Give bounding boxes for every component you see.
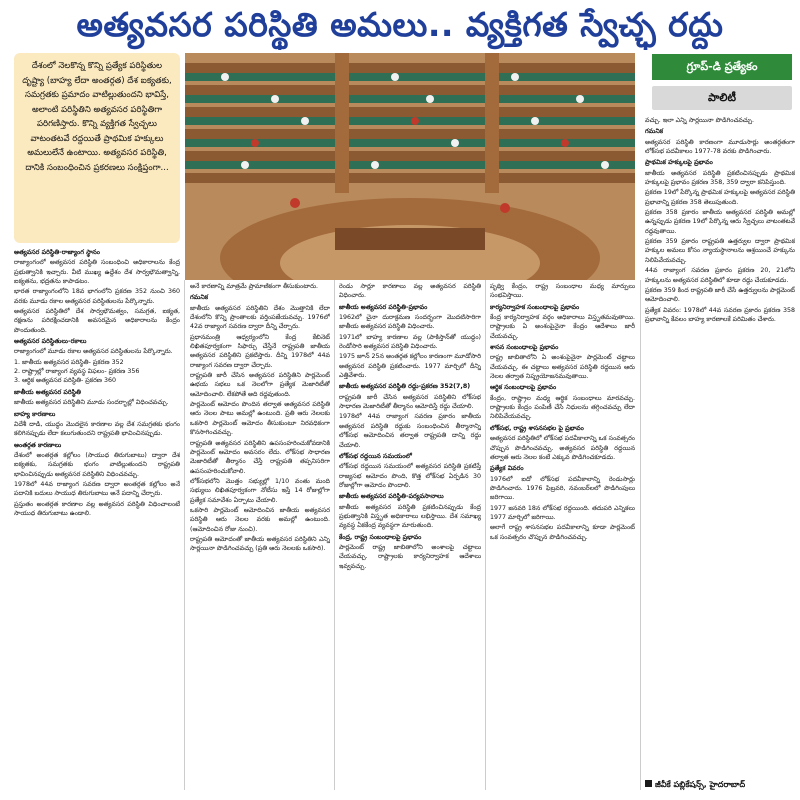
col4-heading-5: ప్రత్యేక వివరం: [490, 465, 524, 473]
col4-heading-4: లోక్‌సభ, రాష్ట్ర శాసనసభల పై ప్రభావం: [490, 424, 584, 432]
col1-list-item: 2. రాష్ట్రాల్లో రాజ్యాంగ వ్యవస్థ విఫలం- ప్రకరణ 356: [14, 368, 140, 376]
col2-para: రాష్ట్రపతి జారీ చేసిన అత్యవసర పరిస్థితిని పార్లమెంట్ ఉభయ సభలు ఒక నెలలోగా ప్రత్యేక మెజారిటీతో ఆమోదించాలి. లేకపోతే అది రద్దవుతుంది.: [190, 372, 330, 398]
col5-para: ప్రకరణ 19లో పేర్కొన్న ప్రాథమిక హక్కులపై అత్యవసర పరిస్థితి ప్రభావాన్ని ప్రకరణ 358 తెలుపుతుంది.: [645, 189, 795, 206]
col1-para: విదేశీ దాడి, యుద్ధం మొదలైన కారణాల వల్ల దేశ సమగ్రతకు భంగం కలిగినప్పుడు లేదా కలుగుతుందని రాష్ట్రపతి భావించినప్పుడు.: [14, 420, 180, 438]
col4-para: అత్యవసర పరిస్థితిలో లోక్‌సభ పదవీకాలాన్ని ఒక సంవత్సరం చొప్పున పొడిగించవచ్చు. అత్యవసర పరిస్థితి రద్దయిన తర్వాత ఆరు నెలల కంటే ఎక్కువ పొడిగించకూడదు.: [490, 435, 635, 461]
col3-para: 1962లో చైనా దురాక్రమణ సందర్భంగా మొదటిసారిగా జాతీయ అత్యవసర పరిస్థితి విధించారు.: [339, 314, 481, 331]
col1-list-item: 1. జాతీయ అత్యవసర పరిస్థితి- ప్రకరణ 352: [14, 358, 124, 366]
col2-para: అనే కారణాన్ని మాత్రమే ప్రామాణికంగా తీసుకుంటారు.: [190, 283, 319, 290]
col2-para: జాతీయ అత్యవసర పరిస్థితిని దేశం మొత్తానికి లేదా దేశంలోని కొన్ని ప్రాంతాలకు వర్తింపజేయవచ్చు. 1976లో 42వ రాజ్యాంగ సవరణ ద్వారా దీన్ని చేర్చారు.: [190, 304, 330, 331]
col4-heading-2: శాసన సంబంధాలపై ప్రభావం: [490, 344, 559, 352]
col1-para: భారత రాజ్యాంగంలోని 18వ భాగంలోని ప్రకరణ 352 నుంచి 360 వరకు మూడు రకాల అత్యవసర పరిస్థితులను పేర్కొన్నారు.: [14, 288, 180, 305]
col2-para: రాష్ట్రపతి అత్యవసర పరిస్థితిని ఉపసంహరించుకోవడానికి పార్లమెంట్ ఆమోదం అవసరం లేదు. లోక్‌సభ సాధారణ మెజారిటీతో తీర్మానం చేస్తే రాష్ట్రపతి తప్పనిసరిగా ఉపసంహరించుకోవాలి.: [190, 439, 330, 475]
col5-para: ప్రకరణ 358 ప్రకారం జాతీయ అత్యవసర పరిస్థితి అమల్లో ఉన్నప్పుడు ప్రకరణ 19లో పేర్కొన్న ఆరు స్వేచ్ఛలు వాటంతటవే రద్దవుతాయి.: [645, 209, 795, 235]
column-4: [490, 282, 635, 792]
column-2: [190, 282, 330, 792]
col4-para: పృథ్వి కేంద్రం, రాష్ట్ర సంబంధాల మధ్య మార్పులు సంభవిస్తాయి.: [490, 283, 635, 300]
byline: [645, 777, 795, 792]
col5-para: వచ్చు. ఇలా ఎన్ని సార్లయినా పొడిగించవచ్చు.: [645, 117, 755, 124]
col5-para: ప్రత్యేక వివరం: 1978లో 44వ సవరణ ప్రకారం ప్రకరణ 358 ప్రభావాన్ని కేవలం బాహ్య కారణాలకే పరిమితం చేశారు.: [645, 306, 795, 323]
col4-para: 1976లో ఐదో లోక్‌సభ పదవీకాలాన్ని రెండుసార్లు పొడిగించారు. 1976 ఫిబ్రవరి, నవంబర్‌లలో పొడిగింపులు జరిగాయి.: [490, 475, 635, 502]
col3-heading-2: జాతీయ అత్యవసర పరిస్థితి రద్దు-ప్రకరణ 352(7,8): [339, 383, 471, 391]
col4-para: కేంద్ర కార్యనిర్వాహక వర్గం అధికారాలు విస్తృతమవుతాయి. రాష్ట్రాలకు ఏ అంశంపైనైనా కేంద్రం ఆదేశాలు జారీ చేయవచ్చు.: [490, 314, 635, 340]
col2-para: రాష్ట్రపతి ఆమోదంతో జాతీయ అత్యవసర పరిస్థితిని ఎన్ని సార్లయినా పొడిగించవచ్చు (ప్రతి ఆరు నెలలకు ఒకసారి).: [190, 535, 330, 553]
parliament-photo-illustration: [185, 53, 635, 280]
tag-box: [652, 54, 792, 110]
col3-para: 1971లో బాహ్య కారణాల వల్ల (పాకిస్తాన్‌తో యుద్ధం) రెండోసారి అత్యవసర పరిస్థితి విధించారు.: [339, 333, 481, 351]
col5-para: ప్రకరణ 359 ప్రకారం రాష్ట్రపతి ఉత్తర్వుల ద్వారా ప్రాథమిక హక్కుల అమలు కోసం న్యాయస్థానాలను ఆశ్రయించే హక్కును నిలిపివేయవచ్చు.: [645, 238, 795, 264]
col2-heading-1: గమనిక: [190, 294, 209, 302]
col3-para: రాష్ట్రపతి జారీ చేసిన అత్యవసర పరిస్థితిని లోక్‌సభ సాధారణ మెజారిటీతో తీర్మానం ఆమోదిస్తే రద్దు చేయాలి.: [339, 393, 481, 411]
col3-heading-4: జాతీయ అత్యవసర పరిస్థితి-పర్యవసానాలు: [339, 493, 444, 501]
column-5: [645, 116, 795, 774]
col2-para: లోక్‌సభలోని మొత్తం సభ్యుల్లో 1/10 వంతు మంది సభ్యులు లిఖితపూర్వకంగా నోటీసు ఇస్తే 14 రోజుల్లోగా ప్రత్యేక సమావేశం ఏర్పాటు చేయాలి.: [190, 477, 330, 504]
col1-heading-5: అంతర్గత కారణాలు: [14, 441, 62, 449]
col1-heading-4: బాహ్య కారణాలు: [14, 410, 56, 418]
col1-heading-2: అత్యవసర పరిస్థితులు-రకాలు: [14, 338, 87, 346]
column-divider: [334, 280, 335, 790]
intro-text: దేశంలో నెలకొన్న కొన్ని ప్రత్యేక పరిస్థితుల దృష్ట్యా (బాహ్య లేదా అంతర్గత) దేశ ఐక్యతకు, సమగ్రతకు ప్రమాదం వాటిల్లుతుందని భావిస్తే, అలాంటి పరిస్థితిని అత్యవసర పరిస్థితిగా పరిగణిస్తారు. కొన్ని వ్యక్తిగత స్వేచ్ఛలు వాటంతటవే రద్దయితే ప్రాథమిక హక్కులు అమలులేనే ఉంటాయి. అత్యవసర పరిస్థితి, దానికి సంబంధించిన ప్రకరణలు సంక్షిప్తంగా...: [22, 61, 172, 173]
headline: అత్యవసర పరిస్థితి అమలు.. వ్యక్తిగత స్వేచ్ఛ రద్దు: [76, 5, 724, 44]
col3-heading-1: జాతీయ అత్యవసర పరిస్థితి-ప్రభావం: [339, 303, 428, 311]
col1-heading-3: జాతీయ అత్యవసర పరిస్థితి: [14, 388, 81, 396]
column-divider: [184, 280, 185, 790]
parliament-photo: [185, 53, 635, 280]
col5-para: జాతీయ అత్యవసర పరిస్థితి ప్రకటించినప్పుడు ప్రాథమిక హక్కులపై ప్రభావం ప్రకరణ 358, 359 ద్వారా కనిపిస్తుంది.: [645, 169, 795, 187]
column-divider: [485, 280, 486, 790]
col4-para: రాష్ట్ర జాబితాలోని ఏ అంశంపైనైనా పార్లమెంట్ చట్టాలు చేయవచ్చు. ఈ చట్టాలు అత్యవసర పరిస్థితి రద్దయిన ఆరు నెలల తర్వాత నిష్ప్రయోజనమవుతాయి.: [490, 354, 635, 381]
column-1: [14, 246, 180, 792]
col1-para: దేశంలో అంతర్గత కల్లోలం (సాయుధ తిరుగుబాటు) ద్వారా దేశ ఐక్యతకు, సమగ్రతకు భంగం వాటిల్లుతుందని రాష్ట్రపతి భావించినప్పుడు అత్యవసర పరిస్థితిని విధించవచ్చు.: [14, 451, 180, 478]
col3-heading-3: లోక్‌సభ రద్దయిన సమయంలో: [339, 452, 412, 460]
byline-text: జీవీకే పబ్లికేషన్స్, హైదరాబాద్: [655, 780, 746, 789]
col3-para: రెండు సార్లూ కారణాలు వల్ల అత్యవసర పరిస్థితి విధించారు.: [339, 283, 481, 300]
col5-para: అత్యవసర పరిస్థితి కారణంగా మూడుసార్లు అంతర్గతంగా లోక్‌సభ పదవీకాలం 1977-78 వరకు పొడిగించారు.: [645, 138, 795, 156]
col3-para: 1975 జూన్ 25న అంతర్గత కల్లోలం కారణంగా మూడోసారి అత్యవసర పరిస్థితి ప్రకటించారు. 1977 మార్చిలో దీన్ని ఎత్తివేశారు.: [339, 353, 481, 380]
col1-heading-1: అత్యవసర పరిస్థితి-రాజ్యాంగ స్థానం: [14, 249, 100, 256]
group-tag: గ్రూప్-డి ప్రత్యేకం: [652, 54, 792, 80]
col4-heading-3: ఆర్థిక సంబంధాలపై ప్రభావం: [490, 384, 557, 392]
col2-para: పార్లమెంట్ ఆమోదం పొందిన తర్వాత అత్యవసర పరిస్థితి ఆరు నెలల పాటు అమల్లో ఉంటుంది. ప్రతి ఆరు నెలలకు ఒకసారి పార్లమెంట్ ఆమోదం తీసుకుంటూ నిరవధికంగా కొనసాగించవచ్చు.: [190, 401, 330, 437]
byline-square-icon: [645, 780, 652, 787]
col3-heading-5: కేంద్ర, రాష్ట్ర సంబంధాలపై ప్రభావం: [339, 533, 422, 541]
col1-para: జాతీయ అత్యవసర పరిస్థితిని మూడు సందర్భాల్లో విధించవచ్చు.: [14, 399, 169, 407]
col1-para: 1978లో 44వ రాజ్యాంగ సవరణ ద్వారా అంతర్గత కల్లోలం అనే పదానికి బదులు సాయుధ తిరుగుబాటు అనే పదాన్ని చేర్చారు.: [14, 480, 180, 498]
col5-para: ప్రకరణ 359 కింద రాష్ట్రపతి జారీ చేసే ఉత్తర్వులను పార్లమెంట్ ఆమోదించాలి.: [645, 286, 795, 304]
subject-tag: పాలిటీ: [652, 86, 792, 110]
column-3: [339, 282, 481, 792]
col4-heading-1: కార్యనిర్వాహక సంబంధాలపై ప్రభావం: [490, 303, 580, 311]
col4-para: కేంద్రం, రాష్ట్రాల మధ్య ఆర్థిక సంబంధాలు మారవచ్చు. రాష్ట్రాలకు కేంద్రం పంపిణీ చేసే నిధులను తగ్గించవచ్చు లేదా నిలిపివేయవచ్చు.: [490, 394, 635, 421]
col3-para: పార్లమెంట్ రాష్ట్ర జాబితాలోని అంశాలపై చట్టాలు చేయవచ్చు. రాష్ట్రాలకు కార్యనిర్వాహక ఆదేశాలు ఇవ్వవచ్చు.: [339, 543, 481, 570]
col5-para: 44వ రాజ్యాంగ సవరణ ప్రకారం ప్రకరణ 20, 21లోని హక్కులను అత్యవసర పరిస్థితిలో కూడా రద్దు చేయకూడదు.: [645, 267, 795, 284]
col3-para: లోక్‌సభ రద్దయిన సమయంలో అత్యవసర పరిస్థితి ప్రకటిస్తే రాజ్యసభ ఆమోదం పొంది, కొత్త లోక్‌సభ ఏర్పడిన 30 రోజుల్లోగా ఆమోదం పొందాలి.: [339, 463, 481, 489]
col4-para: 1977 జనవరి 18న లోక్‌సభ రద్దయింది. తదుపరి ఎన్నికలు 1977 మార్చిలో జరిగాయి.: [490, 504, 635, 521]
column-divider: [640, 280, 641, 790]
col1-para: అత్యవసర పరిస్థితిలో దేశ సార్వభౌమత్వం, సమగ్రత, ఐక్యత, రక్షణను పరిరక్షించడానికి అవసరమైన అధికారాలను కేంద్రం పొందుతుంది.: [14, 308, 180, 334]
col1-para: రాజ్యాంగంలో అత్యవసర పరిస్థితి సంబంధించి అధికారాలను కేంద్ర ప్రభుత్వానికి ఇచ్చారు. వీటి ముఖ్య ఉద్దేశం దేశ సార్వభౌమత్వాన్ని, ఐక్యతను, భద్రతను కాపాడటం.: [14, 259, 180, 286]
col2-para: ప్రధానమంత్రి ఆధ్వర్యంలోని కేంద్ర కేబినెట్ లిఖితపూర్వకంగా సిఫార్సు చేస్తేనే రాష్ట్రపతి జాతీయ అత్యవసర పరిస్థితిని ప్రకటిస్తారు. దీన్ని 1978లో 44వ రాజ్యాంగ సవరణ ద్వారా చేర్చారు.: [190, 333, 330, 369]
col1-para: ప్రస్తుతం అంతర్గత కారణాల వల్ల అత్యవసర పరిస్థితి విధించాలంటే సాయుధ తిరుగుబాటు ఉండాలి.: [14, 500, 180, 517]
col5-heading-2: ప్రాథమిక హక్కులపై ప్రభావం: [645, 159, 713, 167]
col2-para: ఒకసారి పార్లమెంట్ ఆమోదించిన జాతీయ అత్యవసర పరిస్థితి ఆరు నెలల వరకు అమల్లో ఉంటుంది. (ఆమోదించిన రోజు నుంచి).: [190, 506, 330, 533]
col1-para: రాజ్యాంగంలో మూడు రకాల అత్యవసర పరిస్థితులను పేర్కొన్నారు.: [14, 348, 173, 356]
col4-para: అలాగే రాష్ట్ర శాసనసభల పదవీకాలాన్ని కూడా పార్లమెంట్ ఒక సంవత్సరం చొప్పున పొడిగించవచ్చు.: [490, 524, 635, 541]
col3-para: 1978లో 44వ రాజ్యాంగ సవరణ ప్రకారం జాతీయ అత్యవసర పరిస్థితి రద్దుకు సంబంధించిన తీర్మానాన్ని లోక్‌సభ ఆమోదించిన తర్వాత రాష్ట్రపతి దాన్ని రద్దు చేయాలి.: [339, 413, 481, 449]
col5-heading-1: గమనిక: [645, 128, 664, 136]
col1-list-item: 3. ఆర్థిక అత్యవసర పరిస్థితి- ప్రకరణ 360: [14, 377, 117, 385]
intro-box: [14, 53, 180, 243]
col3-para: జాతీయ అత్యవసర పరిస్థితి ప్రకటించినప్పుడు కేంద్ర ప్రభుత్వానికి విస్తృత అధికారాలు లభిస్తాయి. దేశ సమాఖ్య వ్యవస్థ ఏకకేంద్ర వ్యవస్థగా మారుతుంది.: [339, 503, 481, 530]
